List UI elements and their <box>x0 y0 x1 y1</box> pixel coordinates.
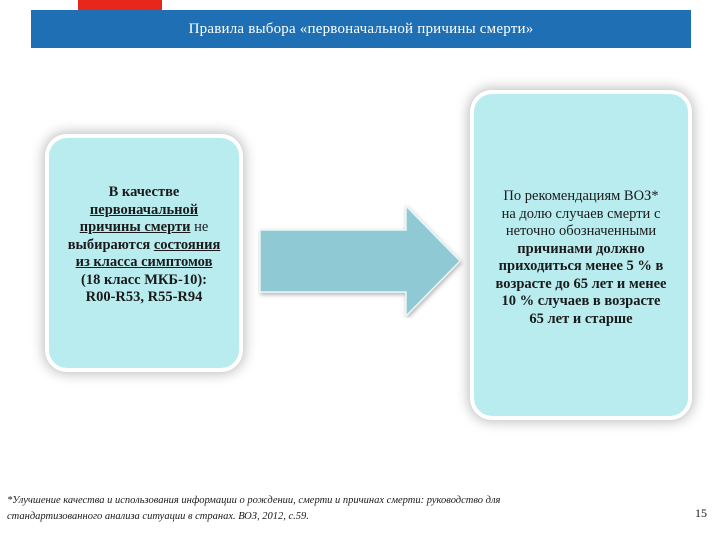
left-line-2: первоначальной <box>89 201 199 218</box>
left-card-text <box>49 184 239 307</box>
footnote-line-1: *Улучшение качества и использования информации о рождении, смерти и причинах смерти: руководство для <box>7 495 501 506</box>
right-info-card <box>474 94 688 416</box>
right-line-7: 10 % случаев в возрасте <box>501 293 661 309</box>
footnote-line-2: стандартизованного анализа ситуации в странах. ВОЗ, 2012, с.59. <box>7 510 309 522</box>
left-line-3b: не <box>190 219 209 235</box>
right-line-8: 65 лет и старше <box>529 310 633 327</box>
slide-title: Правила выбора «первоначальной причины смерти» <box>188 20 534 37</box>
left-line-4b: состояния <box>153 236 221 253</box>
left-line-4a: выбираются <box>67 236 154 253</box>
left-line-1: В качестве <box>108 184 180 200</box>
title-bar <box>31 10 691 48</box>
right-arrow-icon <box>258 204 464 318</box>
right-line-3: неточно обозначенными <box>505 223 657 239</box>
right-line-4: причинами должно <box>517 240 645 257</box>
page-number: 15 <box>695 506 707 520</box>
footnote <box>7 493 607 524</box>
left-line-3a: причины смерти <box>79 219 191 235</box>
right-line-1: По рекомендациям ВОЗ* <box>503 188 659 204</box>
right-line-2: на долю случаев смерти с <box>501 205 661 222</box>
right-line-5: приходиться менее 5 % в <box>498 258 664 274</box>
left-info-card <box>49 138 239 368</box>
left-line-7: R00-R53, R55-R94 <box>85 289 203 305</box>
right-card-text <box>474 188 688 328</box>
right-line-6: возрасте до 65 лет и менее <box>495 275 667 292</box>
left-line-6: (18 класс МКБ-10): <box>81 271 207 288</box>
left-line-5: из класса симптомов <box>75 254 213 270</box>
